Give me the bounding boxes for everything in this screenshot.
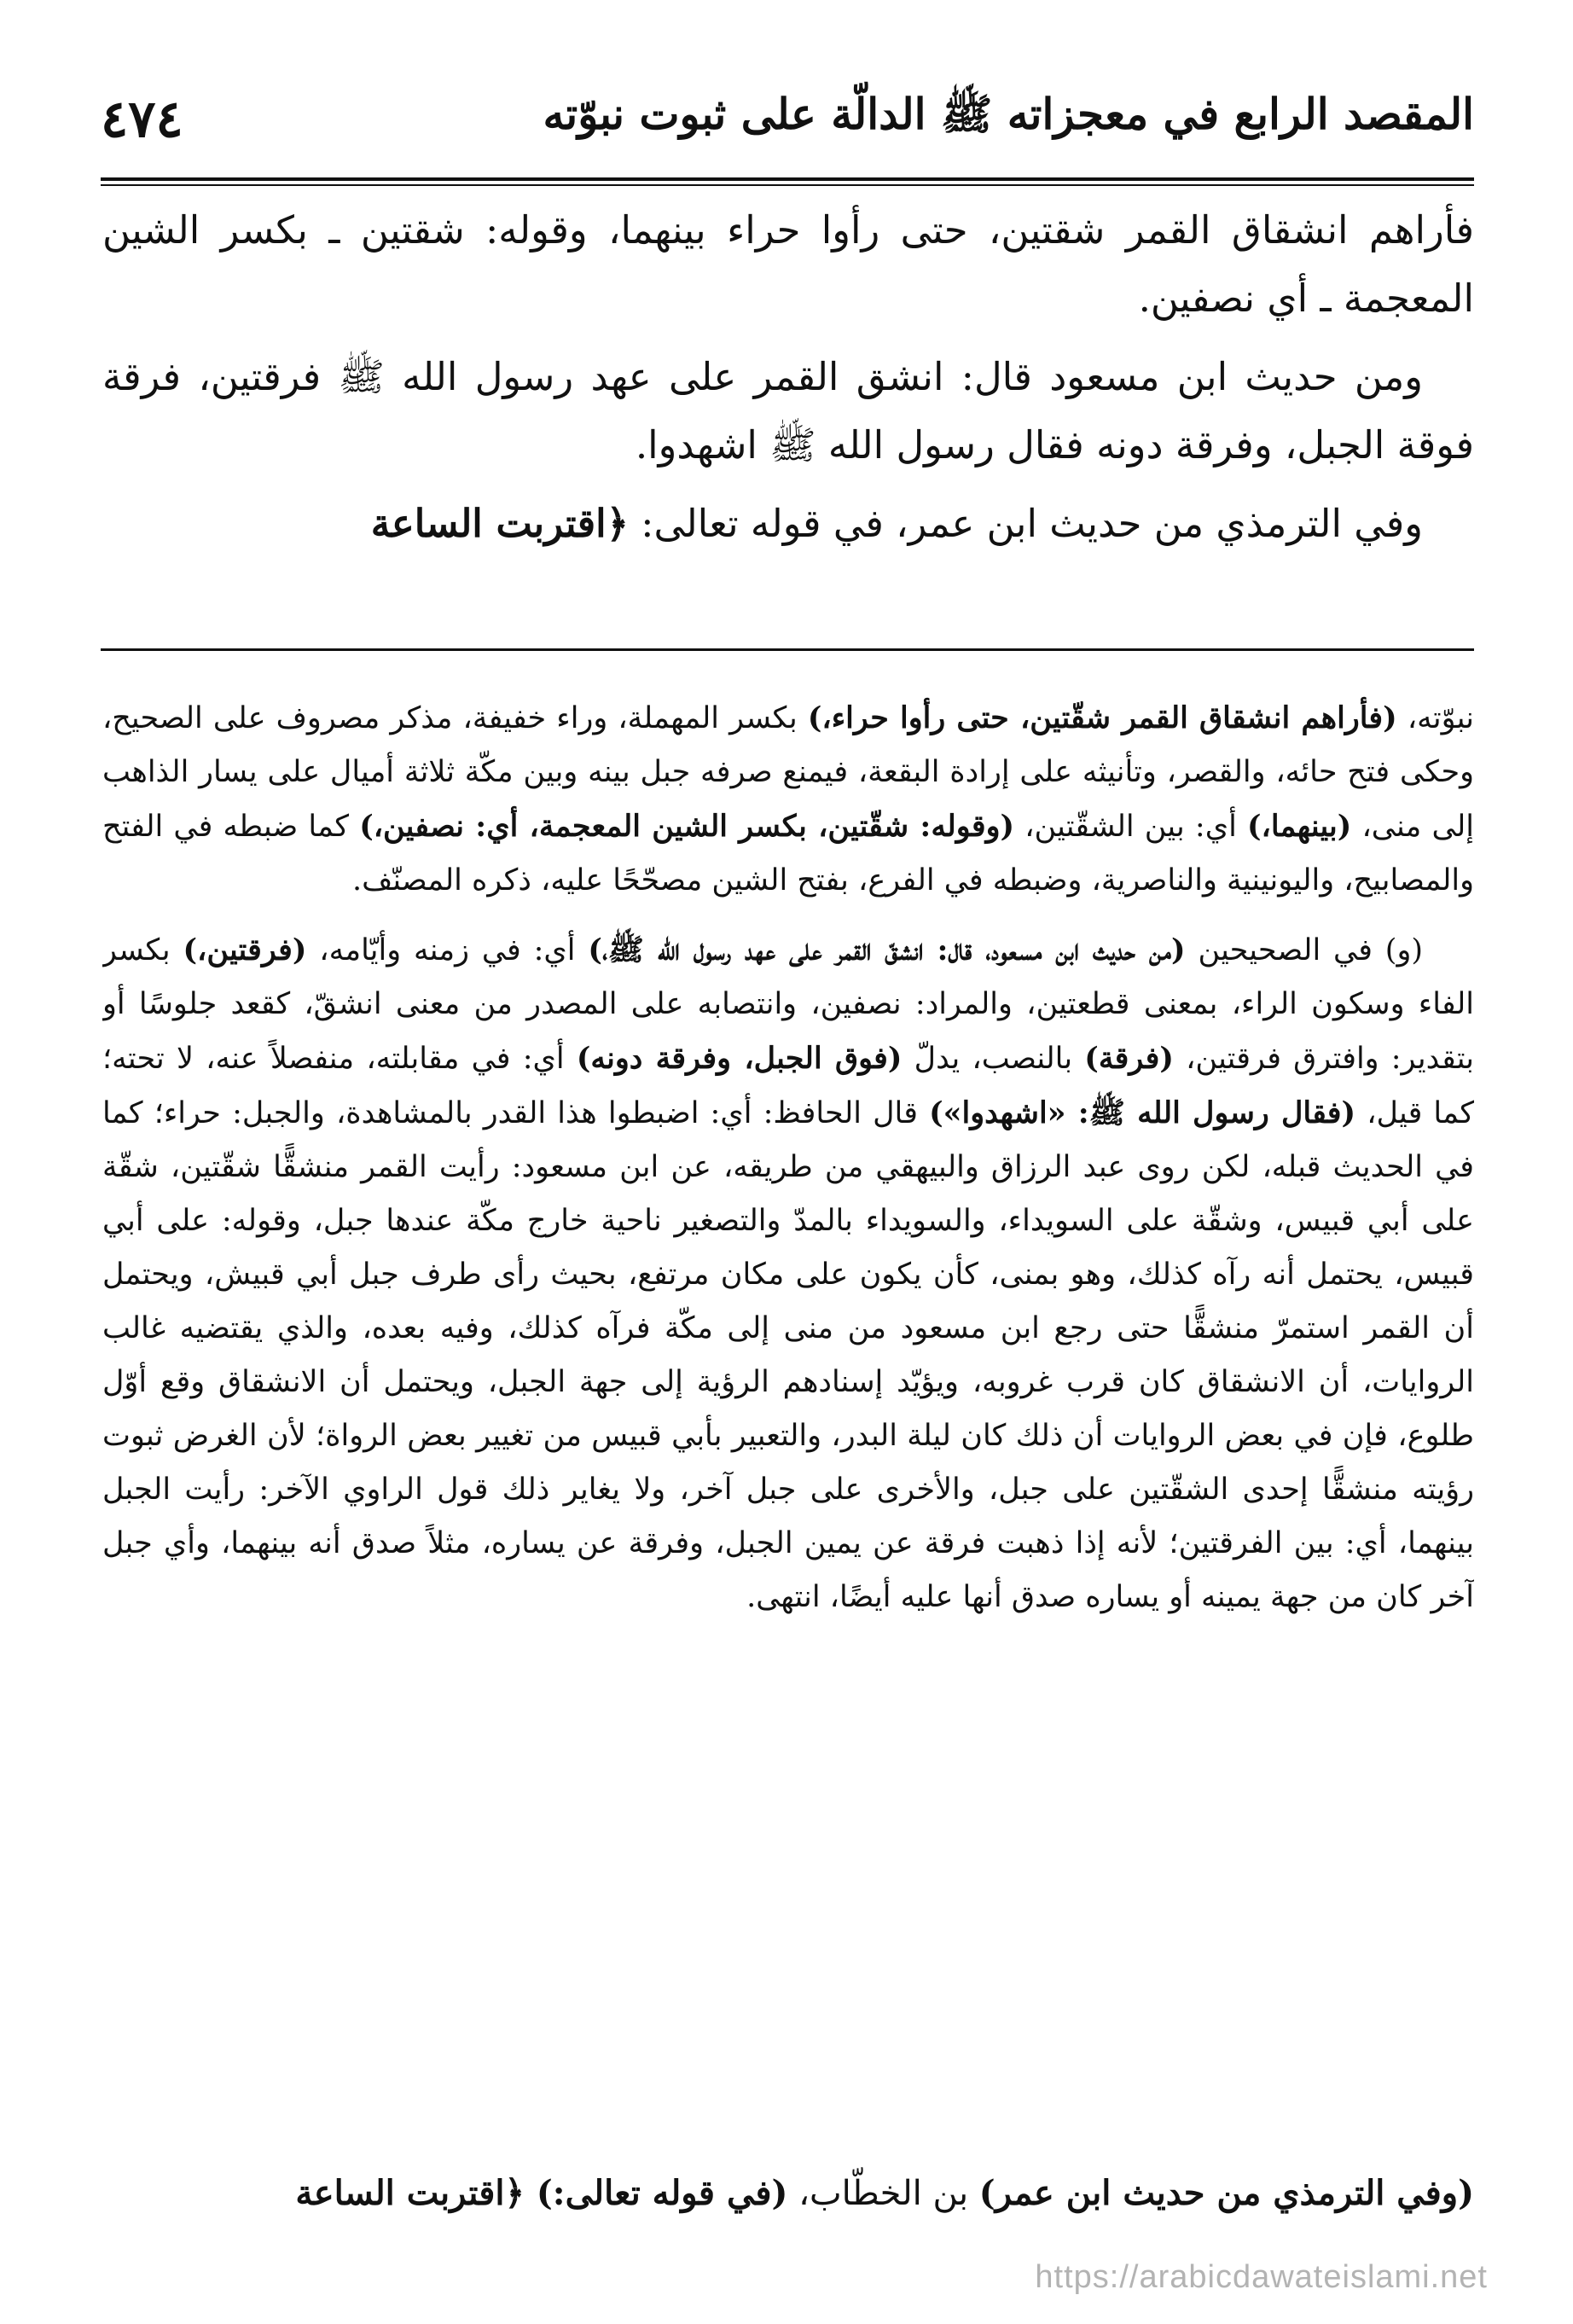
bold-segment: (فأراهم انشقاق القمر شقّتين، حتى رأوا حراء،) — [807, 700, 1397, 735]
page-header — [101, 75, 1474, 164]
text-segment: بالنصب، يدلّ — [902, 1042, 1085, 1076]
main-paragraph-1: فأراهم انشقاق القمر شقتين، حتى رأوا حراء بينهما، وقوله: شقتين ـ بكسر الشين المعجمة ـ أي نصفين. — [102, 207, 1474, 321]
text-segment: نبوّته، — [1396, 701, 1474, 735]
bold-segment: (فوق الجبل، وفرقة دونه) — [576, 1041, 903, 1076]
bold-segment: (فرقة) — [1084, 1041, 1174, 1076]
header-rule — [101, 177, 1474, 181]
bold-segment: (بينهما،) — [1247, 809, 1352, 844]
bold-segment: (في قوله تعالى:) ﴿اقتربت الساعة — [295, 2173, 788, 2213]
bold-segment: (من حديث ابن مسعود، قال: انشقّ القمر على عهد رسول الله ﷺ،) — [588, 933, 1186, 967]
main-paragraph-3-start: وفي الترمذي من حديث ابن عمر، في قوله تعالى: — [641, 501, 1423, 546]
page-number: ٤٧٤ — [101, 90, 183, 149]
text-segment: أي: في مقابلته، منفصلاً عنه، لا تحته؛ كما قيل، — [102, 1042, 1474, 1130]
main-text — [102, 196, 1474, 623]
running-title: المقصد الرابع في معجزاته ﷺ الدالّة على ثبوت نبوّته — [543, 89, 1474, 139]
commentary-separator — [101, 648, 1474, 651]
text-segment: بكسر المهملة، وراء خفيفة، مذكر مصروف على الصحيح، وحكى فتح حائه، والقصر، وتأنيثه على إرادة البقعة، فيمنع صرفه جبل بينه وبين مكّة ثلاثة أميال على يسار الذاهب إلى منى، — [102, 701, 1474, 844]
bold-segment: (فقال رسول الله ﷺ: «اشهدوا») — [929, 1095, 1356, 1130]
text-segment: قال الحافظ: أي: اضبطوا هذا القدر بالمشاهدة، والجبل: حراء؛ كما في الحديث قبله، لكن روى عبد الرزاق والبيهقي من طريقه، عن ابن مسعود: رأيت القمر منشقًّا شقّتين، شقّة على أبي قبيس، وشقّة على السويداء، والسويداء بالمدّ والتصغير ناحية خارج مكّة عندها جبل، وقوله: على أبي قبيس، يحتمل أنه رآه كذلك، وهو بمنى، كأن يكون على مكان مرتفع، بحيث رأى طرف جبل أبي قبيش، ويحتمل أن القمر استمرّ منشقًّا حتى رجع ابن مسعود من منى إلى مكّة فرآه كذلك، وفيه بعده، والذي يقتضيه غالب الروايات، أن الانشقاق كان قرب غروبه، ويؤيّد إسنادهم الرؤية إلى جهة الجبل، ويحتمل أن الانشقاق وقع أوّل طلوع، فإن في بعض الروايات أن ذلك كان ليلة البدر، والتعبير بأبي قبيس من تغيير بعض الرواة؛ لأن الغرض ثبوت رؤيته منشقًّا إحدى الشقّتين على جبل، والأخرى على جبل آخر، ولا يغاير ذلك قول الراوي الآخر: رأيت الجبل بينهما، أي: بين الفرقتين؛ لأنه إذا ذهبت فرقة عن يمين الجبل، وفرقة عن يساره، مثلاً صدق أنه بينهما، وأي جبل آخر كان من جهة يمينه أو يساره صدق أنها عليه أيضًا، انتهى. — [102, 1096, 1474, 1614]
text-segment: (و) في الصحيحين — [1185, 933, 1424, 967]
watermark-url: https://arabicdawateislami.net — [1035, 2259, 1488, 2295]
text-segment: أي: في زمنه وأيّامه، — [306, 933, 589, 967]
bold-segment: (وقوله: شقّتين، بكسر الشين المعجمة، أي: نصفين،) — [359, 809, 1015, 844]
text-segment: أي: بين الشقّتين، — [1014, 810, 1247, 844]
bold-segment: (فرقتين،) — [183, 933, 307, 967]
header-rule-thin — [101, 184, 1474, 186]
main-paragraph-3-quote: ﴿اقتربت الساعة — [370, 501, 629, 546]
bold-segment: (وفي الترمذي من حديث ابن عمر) — [978, 2173, 1474, 2213]
commentary-text — [102, 691, 1474, 2167]
text-segment: كما ضبطه في الفتح والمصابيح، واليونينية والناصرية، وضبطه في الفرع، بفتح الشين مصحّحًا عليه، ذكره المصنّف. — [102, 810, 1474, 898]
text-segment: بكسر الفاء وسكون الراء، بمعنى قطعتين، والمراد: نصفين، وانتصابه على المصدر من معنى انشقّ، كقعد جلوسًا أو بتقدير: وافترق فرقتين، — [102, 933, 1474, 1076]
main-paragraph-3 — [102, 490, 1474, 558]
commentary-paragraph-1 — [102, 691, 1474, 908]
text-segment: بن الخطّاب، — [787, 2174, 979, 2213]
main-paragraph-2: ومن حديث ابن مسعود قال: انشق القمر على عهد رسول الله ﷺ فرقتين، فرقة فوقة الجبل، وفرقة دونه فقال رسول الله ﷺ اشهدوا. — [102, 354, 1474, 468]
commentary-continuation — [102, 2164, 1474, 2223]
commentary-paragraph-2 — [102, 923, 1474, 1624]
